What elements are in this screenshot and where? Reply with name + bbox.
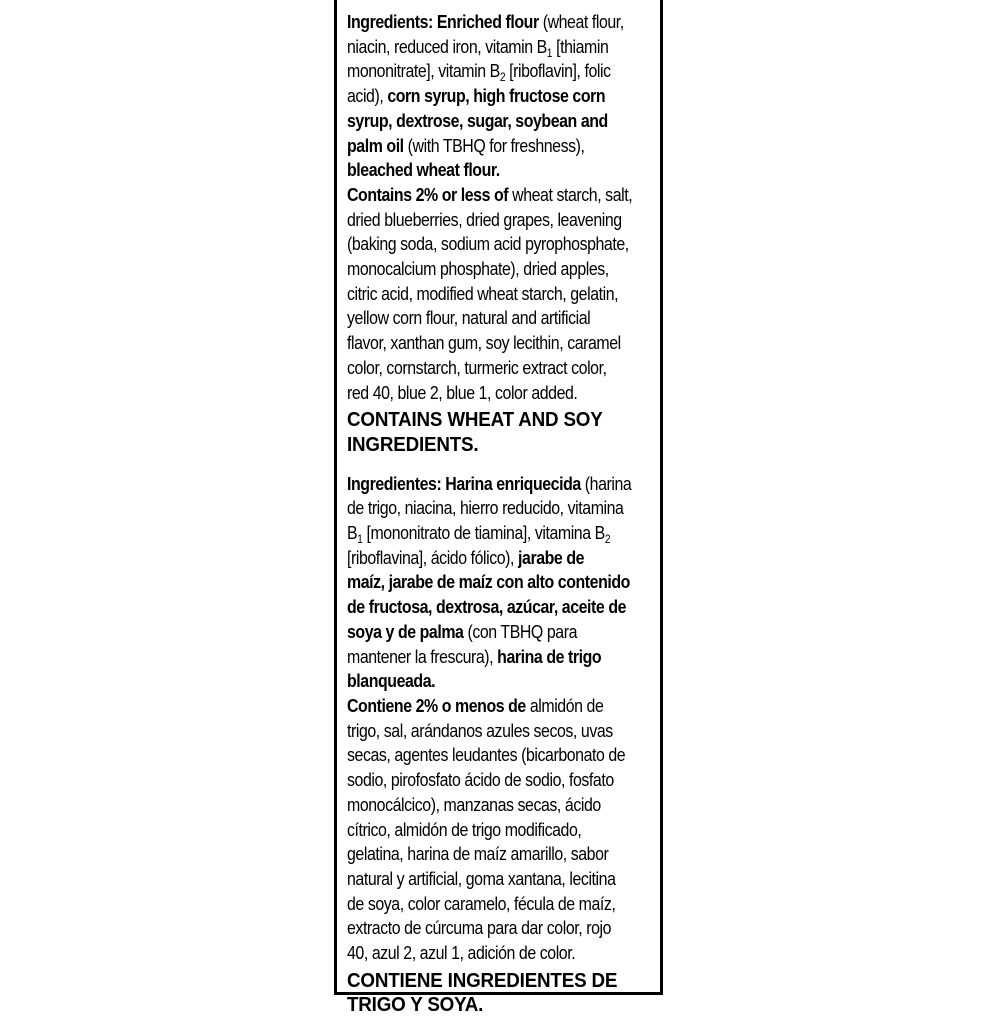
text-segment: cítrico, almidón de trigo modificado, xyxy=(347,818,582,840)
bold-text: de fructosa, dextrosa, azúcar, aceite de xyxy=(347,596,627,618)
ingredient-line xyxy=(347,84,608,109)
ingredient-line xyxy=(347,916,612,941)
text-segment: niacin, reduced iron, vitamin B xyxy=(347,35,547,57)
text-segment: gelatina, harina de maíz amarillo, sabor xyxy=(347,843,609,865)
text-segment: sodio, pirofosfato ácido de sodio, fosfato xyxy=(347,769,614,791)
ingredient-line xyxy=(347,282,619,307)
ingredient-line xyxy=(347,306,608,331)
text-segment: 40, azul 2, azul 1, adición de color. xyxy=(347,942,576,964)
text-segment: flavor, xanthan gum, soy lecithin, caramel xyxy=(347,332,621,354)
text-segment: B xyxy=(347,522,358,544)
ingredient-line xyxy=(347,134,608,159)
text-segment: mononitrate], vitamin B xyxy=(347,60,500,82)
ingredient-line xyxy=(347,35,608,60)
ingredient-line xyxy=(347,694,608,719)
ingredient-line xyxy=(347,595,627,620)
spanish-allergen-statement xyxy=(347,969,651,1018)
text-segment: [riboflavin], folic xyxy=(505,60,611,82)
english-ingredients xyxy=(347,10,651,405)
text-segment: acid), xyxy=(347,85,388,107)
bold-text: Ingredientes: Harina enriquecida xyxy=(347,472,581,494)
ingredient-line xyxy=(347,356,608,381)
bold-text: Contiene 2% o menos de xyxy=(347,694,526,716)
bold-text: soya y de palma xyxy=(347,620,464,642)
ingredient-line xyxy=(347,521,611,547)
ingredient-line xyxy=(347,669,608,694)
text-segment: (con TBHQ para xyxy=(463,620,577,642)
text-segment: yellow corn flour, natural and artificial xyxy=(347,307,591,329)
text-segment: [mononitrato de tiamina], vitamina B xyxy=(362,522,605,544)
bold-text: bleached wheat flour. xyxy=(347,159,500,181)
bold-text: maíz, jarabe de maíz con alto contenido xyxy=(347,571,630,593)
text-segment: mantener la frescura), xyxy=(347,645,498,667)
ingredients-label-panel xyxy=(334,0,663,1017)
bold-text: Contains 2% or less of xyxy=(347,183,509,205)
bold-text: palm oil xyxy=(347,134,404,156)
text-segment: [thiamin xyxy=(552,35,609,57)
spanish-ingredients xyxy=(347,472,651,966)
ingredient-line xyxy=(347,620,608,645)
subscript: 1 xyxy=(546,45,553,60)
ingredient-line xyxy=(347,743,626,768)
ingredient-line xyxy=(347,10,624,35)
ingredient-line xyxy=(347,109,608,134)
text-segment: (with TBHQ for freshness), xyxy=(403,134,585,156)
ingredient-line xyxy=(347,892,616,917)
allergen-line: INGREDIENTS. xyxy=(347,433,479,456)
ingredient-line xyxy=(347,941,608,966)
text-segment: (baking soda, sodium acid pyrophosphate, xyxy=(347,233,629,255)
ingredient-line xyxy=(347,472,632,497)
ingredient-line xyxy=(347,719,613,744)
ingredient-line xyxy=(347,768,614,793)
bold-text: blanqueada. xyxy=(347,670,436,692)
text-segment: de soya, color caramelo, fécula de maíz, xyxy=(347,892,616,914)
text-segment: dried blueberries, dried grapes, leavening xyxy=(347,208,622,230)
allergen-line: CONTIENE INGREDIENTES DE xyxy=(347,969,618,992)
ingredient-line xyxy=(347,645,608,670)
ingredient-line xyxy=(347,59,611,85)
ingredient-line xyxy=(347,257,608,282)
text-segment: extracto de cúrcuma para dar color, rojo xyxy=(347,917,612,939)
text-segment: monocálcico), manzanas secas, ácido xyxy=(347,793,601,815)
text-segment: de trigo, niacina, hierro reducido, vitamina xyxy=(347,497,624,519)
text-segment: secas, agentes leudantes (bicarbonato de xyxy=(347,744,626,766)
text-segment: monocalcium phosphate), dried apples, xyxy=(347,258,609,280)
ingredient-line xyxy=(347,546,608,571)
bold-text: jarabe de xyxy=(518,546,585,568)
ingredient-line xyxy=(347,496,624,521)
ingredient-line xyxy=(347,208,622,233)
ingredient-line xyxy=(347,158,608,183)
ingredient-line xyxy=(347,183,633,208)
ingredient-line xyxy=(347,842,608,867)
subscript: 2 xyxy=(604,532,611,547)
text-segment: trigo, sal, arándanos azules secos, uvas xyxy=(347,719,613,741)
subscript: 1 xyxy=(357,532,363,547)
bold-text: syrup, dextrose, sugar, soybean and xyxy=(347,109,608,131)
text-segment: (harina xyxy=(580,472,632,494)
text-segment: (wheat flour, xyxy=(538,11,624,32)
text-segment: color, cornstarch, turmeric extract color, xyxy=(347,356,607,378)
text-segment: wheat starch, salt, xyxy=(508,183,633,205)
bold-text: corn syrup, high fructose corn xyxy=(387,85,606,107)
text-segment: red 40, blue 2, blue 1, color added. xyxy=(347,381,578,403)
ingredient-line xyxy=(347,793,608,818)
allergen-line: CONTAINS WHEAT AND SOY xyxy=(347,409,603,432)
bold-text: harina de trigo xyxy=(497,645,602,667)
ingredient-line xyxy=(347,331,621,356)
subscript: 2 xyxy=(499,70,506,85)
ingredient-line xyxy=(347,381,608,406)
allergen-line: TRIGO Y SOYA. xyxy=(347,994,484,1017)
text-segment: citric acid, modified wheat starch, gelatin, xyxy=(347,282,619,304)
ingredient-line xyxy=(347,232,629,257)
text-segment: natural y artificial, goma xantana, lecitina xyxy=(347,867,616,889)
text-segment: [riboflavina], ácido fólico), xyxy=(347,546,519,568)
ingredient-line xyxy=(347,818,608,843)
ingredient-line xyxy=(347,570,630,595)
text-segment: almidón de xyxy=(525,694,604,716)
bold-text: Ingredients: Enriched flour xyxy=(347,11,539,32)
english-allergen-statement xyxy=(347,408,651,457)
ingredient-line xyxy=(347,867,616,892)
